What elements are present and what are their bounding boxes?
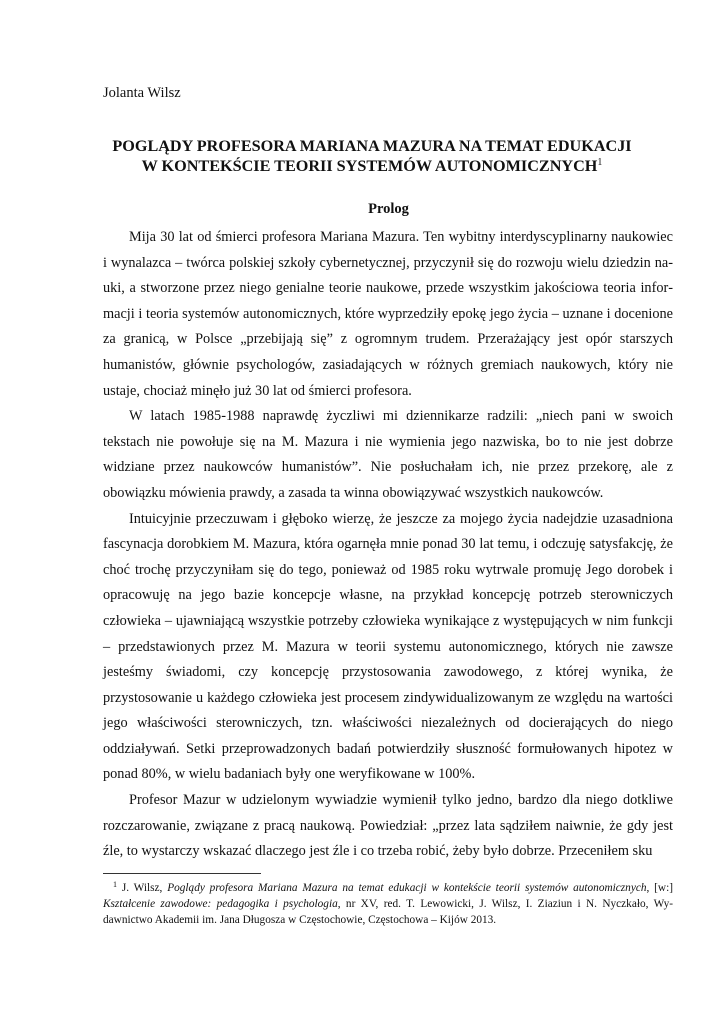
- paragraph: Mija 30 lat od śmierci profesora Mariana Mazura. Ten wybitny interdyscyplinarny naukowiec i wynalazca – twórca polskiej szkoły cybernetycznej, przyczynił się do rozwoju wielu dziedzin nauki, a stworzone przez niego genialne teorie naukowe, przede wszystkim jakościowa teoria informacji i teoria systemów autonomicznych, które wyprzedziły epokę jego życia – uznane i docenione za granicą, w Polsce „przebijają się” z ogromnym trudem. Przerażający jest opór starszych humanistów, głównie psychologów, zasiadających w różnych gremiach naukowych, który nie ustaje, chociaż minęło już 30 lat od śmierci profesora.: [103, 229, 673, 399]
- title-line-2: W KONTEKŚCIE TEORII SYSTEMÓW AUTONOMICZNYCH: [141, 157, 598, 175]
- footnote-mid: , [w:]: [646, 882, 673, 894]
- section-heading: Prolog: [368, 201, 409, 217]
- title-footnote-ref[interactable]: 1: [597, 157, 603, 168]
- footnote-title: Poglądy profesora Mariana Mazura na temat edukacji w kontekście teorii systemów autonomicznych: [167, 882, 647, 894]
- paragraph: W latach 1985-1988 naprawdę życzliwi mi dziennikarze radzili: „niech pani w swoich tekstach nie powołuje się na M. Mazura i nie wymienia jego nazwiska, bo to nie jest dobrze widziane przez naukowców humanistów”. Nie posłuchałam ich, nie przez przekorę, ale z obowiązku mówienia prawdy, a zasada ta winna obowiązywać wszystkich naukowców.: [103, 408, 673, 501]
- footnote-separator: [103, 873, 261, 874]
- author-name: Jolanta Wilsz: [103, 85, 181, 101]
- paragraph: Intuicyjnie przeczuwam i głęboko wierzę, że jeszcze za mojego życia nadejdzie uzasadniona fascynacja dorobkiem M. Mazura, która ogarnęła mnie ponad 30 lat temu, i odczuję satysfakcję, że choć trochę przyczyniłam się do tego, ponieważ od 1985 roku wytrwale promuję Jego dorobek i opracowuję na jego bazie koncepcje własne, na przykład koncepcję potrzeb sterowniczych człowieka – ujawniającą wszystkie potrzeby człowieka wynikające z występujących w nim funkcji – przedstawionych przez M. Mazura w teorii systemu autonomicznego, których nie zawsze jesteśmy świadomi, czy koncepcję przystosowania zawodowego, z której wynika, że przystosowanie u każdego człowieka jest procesem zindywidualizowanym ze względu na wartości jego właściwości sterowniczych, tzn. właściwości niezależnych od docierających do niego oddziaływań. Setki przeprowadzonych badań potwierdziły słuszność formułowanych hipotez w ponad 80%, w wielu badaniach były one weryfikowane w 100%.: [103, 510, 673, 783]
- footnote-book-title: Kształcenie zawodowe: pedagogika i psychologia: [103, 898, 338, 910]
- footnote: [103, 880, 673, 928]
- footnote-suffix: , nr XV, red. T. Lewowicki, J. Wilsz, I. Ziaziun i N. Nyczkało, Wydawnictwo Akademii im. Jana Długosza w Częstochowie, Częstochowa – Kijów 2013.: [103, 898, 673, 926]
- title-line-1: POGLĄDY PROFESORA MARIANA MAZURA NA TEMAT EDUKACJI: [112, 137, 632, 155]
- footnote-prefix: J. Wilsz,: [117, 882, 168, 894]
- paragraph: Profesor Mazur w udzielonym wywiadzie wymienił tylko jedno, bardzo dla niego dotkliwe rozczarowanie, związane z pracą naukową. Powiedział: „przez lata sądziłem naiwnie, że gdy jest źle, to wystarczy wskazać dlaczego jest źle i co trzeba robić, żeby było dobrze. Przeceniłem sku: [103, 792, 673, 860]
- footnote-mark: 1: [113, 880, 117, 889]
- body-text: [103, 225, 673, 865]
- paper-title: [70, 136, 674, 176]
